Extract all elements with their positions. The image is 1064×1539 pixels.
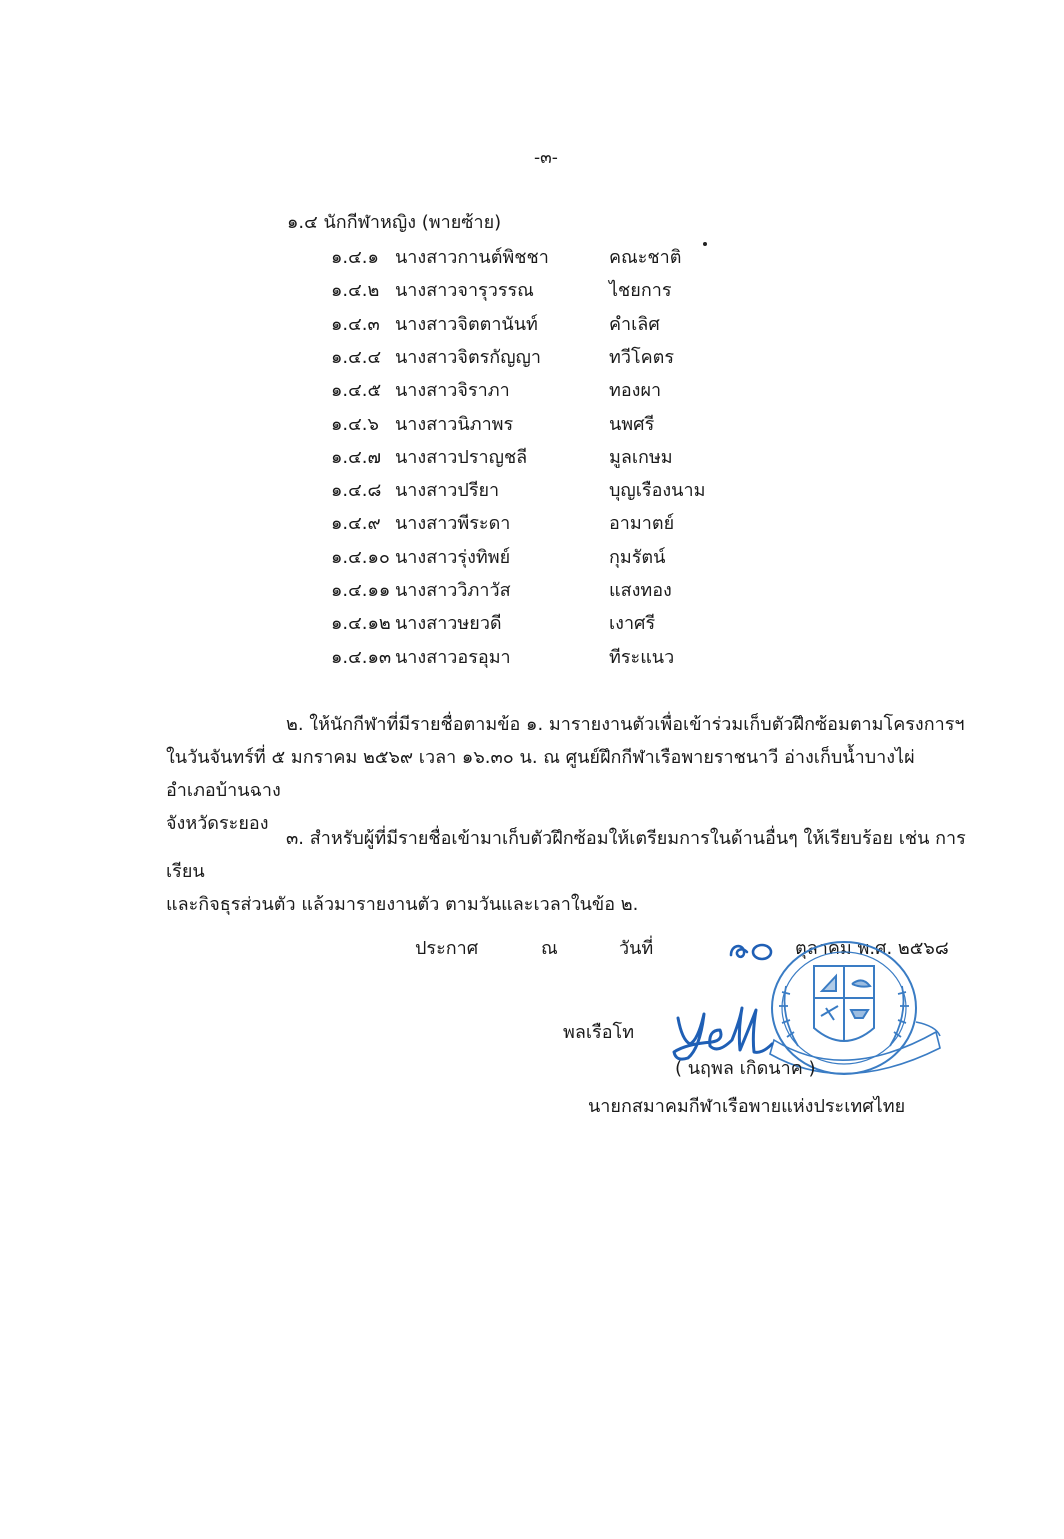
athlete-first-name: นางสาวอรอุมา <box>395 646 511 668</box>
athlete-number: ๑.๔.๙ <box>331 513 381 535</box>
athlete-last-name: เงาศรี <box>609 613 656 635</box>
athlete-first-name: นางสาวษยวดี <box>395 613 502 635</box>
signatory-name: ( นฤพล เกิดนาค ) <box>675 1058 816 1079</box>
athlete-last-name: แสงทอง <box>609 580 672 601</box>
athlete-last-name: ทวีโคตร <box>609 346 675 368</box>
announce-label: ประกาศ <box>415 938 479 959</box>
paragraph-3-line-1: ๓. สำหรับผู้ที่มีรายชื่อเข้ามาเก็บตัวฝึกซ้อมให้เตรียมการในด้านอื่นๆ ให้เรียบร้อย เช่น การเรียน <box>166 828 966 882</box>
athlete-first-name: นางสาวจิราภา <box>395 380 510 402</box>
athlete-number: ๑.๔.๔ <box>331 346 382 368</box>
athlete-row <box>0 579 1064 612</box>
athlete-last-name: บุญเรืองนาม <box>609 480 706 502</box>
athlete-last-name: ทีระแนว <box>609 646 675 668</box>
signatory-rank: พลเรือโท <box>563 1022 635 1043</box>
athlete-row <box>0 512 1064 545</box>
athlete-first-name: นางสาวจิตรกัญญา <box>395 346 541 368</box>
athlete-number: ๑.๔.๑๓ <box>331 646 392 668</box>
athlete-first-name: นางสาวกานต์พิชชา <box>395 247 549 268</box>
athlete-number: ๑.๔.๑๒ <box>331 613 391 635</box>
announce-at: ณ <box>541 938 558 959</box>
athlete-last-name: อามาตย์ <box>609 513 675 535</box>
athlete-last-name: มูลเกษม <box>609 446 673 468</box>
athlete-number: ๑.๔.๓ <box>331 313 380 335</box>
athlete-first-name: นางสาวพีระดา <box>395 513 511 535</box>
paragraph-2-line-2: ในวันจันทร์ที่ ๕ มกราคม ๒๕๖๙ เวลา ๑๖.๓๐ น. ณ ศูนย์ฝึกกีฬาเรือพายราชนาวี อ่างเก็บน้ำบางไผ่ อำเภอบ้านฉาง <box>166 747 915 801</box>
athlete-last-name: คำเลิศ <box>609 313 660 335</box>
athlete-first-name: นางสาววิภาวัส <box>395 580 511 601</box>
athlete-number: ๑.๔.๗ <box>331 446 382 468</box>
athlete-last-name: ทองผา <box>609 380 662 402</box>
paragraph-2-line-1: ๒. ให้นักกีฬาที่มีรายชื่อตามข้อ ๑. มารายงานตัวเพื่อเข้าร่วมเก็บตัวฝึกซ้อมตามโครงการฯ <box>286 714 965 735</box>
section-heading: ๑.๔ นักกีฬาหญิง (พายซ้าย) <box>287 212 502 233</box>
athlete-number: ๑.๔.๘ <box>331 480 382 502</box>
athlete-number: ๑.๔.๕ <box>331 380 382 402</box>
athlete-row <box>0 413 1064 446</box>
athlete-row <box>0 546 1064 579</box>
athlete-last-name: นพศรี <box>609 413 655 435</box>
athlete-row <box>0 313 1064 346</box>
page-number: -๓- <box>534 148 558 168</box>
athlete-number: ๑.๔.๖ <box>331 413 379 435</box>
athlete-last-name: ไชยการ <box>609 280 672 302</box>
athlete-number: ๑.๔.๑ <box>331 247 379 268</box>
athlete-row <box>0 612 1064 645</box>
paragraph-3-line-2: และกิจธุรส่วนตัว แล้วมารายงานตัว ตามวันและเวลาในข้อ ๒. <box>166 894 639 915</box>
athlete-row <box>0 646 1064 679</box>
athlete-first-name: นางสาวจารุวรรณ <box>395 280 534 302</box>
athlete-last-name: คณะชาติ <box>609 247 682 268</box>
athlete-number: ๑.๔.๑๑ <box>331 580 391 601</box>
signatory-position: นายกสมาคมกีฬาเรือพายแห่งประเทศไทย <box>588 1096 906 1117</box>
athlete-first-name: นางสาวรุ่งทิพย์ <box>395 546 511 568</box>
athlete-last-name: กุมรัตน์ <box>609 546 666 568</box>
paragraph-3 <box>166 822 966 921</box>
athlete-row <box>0 346 1064 379</box>
announce-day-label: วันที่ <box>619 938 654 959</box>
athlete-row <box>0 279 1064 312</box>
athlete-first-name: นางสาวปราญชลี <box>395 446 528 468</box>
athlete-first-name: นางสาวนิภาพร <box>395 413 514 435</box>
paragraph-2-line-3: จังหวัดระยอง <box>166 813 269 834</box>
athlete-row <box>0 246 1064 279</box>
athlete-row <box>0 479 1064 512</box>
athlete-row <box>0 379 1064 412</box>
announce-month-year: ตุลาคม พ.ศ. ๒๕๖๘ <box>795 938 949 959</box>
athlete-row <box>0 446 1064 479</box>
paragraph-2 <box>166 708 966 840</box>
athlete-number: ๑.๔.๑๐ <box>331 546 390 568</box>
athlete-first-name: นางสาวปรียา <box>395 480 500 502</box>
athlete-first-name: นางสาวจิตตานันท์ <box>395 313 538 335</box>
athlete-number: ๑.๔.๒ <box>331 280 380 302</box>
